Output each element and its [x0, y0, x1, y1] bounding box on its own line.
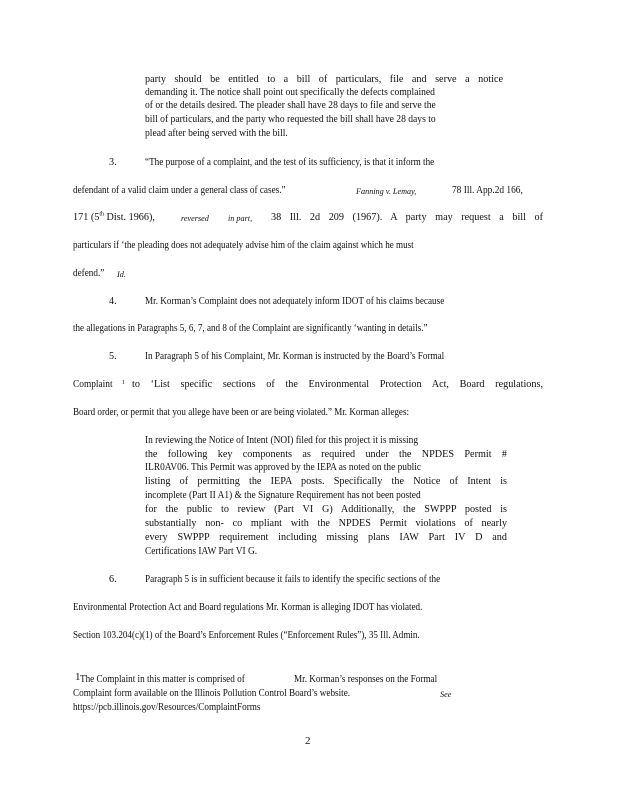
- quote-line: In reviewing the Notice of Intent (NOI) filed for this project it is missing: [145, 435, 419, 446]
- paragraph-number: 5.: [109, 351, 117, 362]
- quote-line: plead after being served with the bill.: [145, 128, 288, 139]
- footnote-text: Mr. Korman’s responses on the Formal: [294, 674, 438, 685]
- paragraph-number: 3.: [109, 157, 117, 168]
- citation-line: [73, 212, 543, 226]
- quote-line: ILR0AV06. This Permit was approved by the IEPA as noted on the public: [145, 462, 422, 473]
- paragraph-line: to ‘List specific sections of the Environmental Protection Act, Board regulations,: [132, 379, 543, 390]
- citation-signal: reversed: [181, 214, 209, 223]
- paragraph-line: Mr. Korman’s Complaint does not adequately inform IDOT of his claims because: [145, 296, 445, 307]
- citation-text: Dist. 1966),: [104, 212, 155, 223]
- paragraph-line: defend.”: [73, 268, 105, 279]
- superscript: th: [99, 211, 104, 218]
- page-number: 2: [305, 735, 311, 747]
- case-citation: Fanning v. Lemay,: [356, 187, 417, 196]
- paragraph-line: defendant of a valid claim under a general class of cases.”: [73, 185, 286, 196]
- citation-text: 171 (5: [73, 212, 100, 223]
- footnote-marker: 1: [75, 671, 81, 683]
- paragraph-line: Environmental Protection Act and Board regulations Mr. Korman is alleging IDOT has violated.: [73, 602, 423, 613]
- footnote-reference: 1: [122, 380, 125, 386]
- quote-line: every SWPPP requirement including missing plans IAW Part IV D and: [145, 532, 507, 543]
- footnote-url: https://pcb.illinois.gov/Resources/ComplaintForms: [73, 702, 261, 713]
- paragraph-line: In Paragraph 5 of his Complaint, Mr. Korman is instructed by the Board’s Formal: [145, 351, 445, 362]
- paragraph-line: Complaint: [73, 379, 113, 390]
- quote-line: of or the details desired. The pleader shall have 28 days to file and serve the: [145, 100, 436, 111]
- citation-text: 38 Ill. 2d 209 (1967). A party may request a bill of: [271, 212, 543, 223]
- paragraph-line: Board order, or permit that you allege have been or are being violated.” Mr. Korman alleges:: [73, 407, 410, 418]
- quote-line: demanding it. The notice shall point out specifically the defects complained: [145, 87, 435, 98]
- footnote-text: The Complaint in this matter is comprised of: [80, 674, 245, 685]
- citation-id: Id.: [117, 270, 126, 279]
- paragraph-line: 78 Ill. App.2d 166,: [452, 185, 523, 196]
- quote-line: substantially non- co mpliant with the NPDES Permit violations of nearly: [145, 518, 507, 529]
- quote-line: party should be entitled to a bill of particulars, file and serve a notice: [145, 74, 503, 85]
- quote-line: bill of particulars, and the party who requested the bill shall have 28 days to: [145, 114, 436, 125]
- paragraph-line: “The purpose of a complaint, and the test of its sufficiency, is that it inform the: [145, 157, 435, 168]
- paragraph-number: 6.: [109, 574, 117, 585]
- quote-line: incomplete (Part II A1) & the Signature Requirement has not been posted: [145, 490, 421, 501]
- quote-line: Certifications IAW Part VI G.: [145, 546, 258, 557]
- footnote-signal: See: [440, 690, 452, 699]
- paragraph-line: Section 103.204(c)(1) of the Board’s Enforcement Rules (“Enforcement Rules”), 35 Ill. Admin.: [73, 630, 420, 641]
- paragraph-line: the allegations in Paragraphs 5, 6, 7, and 8 of the Complaint are significantly ‘wanting in details.”: [73, 323, 428, 334]
- paragraph-number: 4.: [109, 296, 117, 307]
- quote-line: for the public to review (Part VI G) Additionally, the SWPPP posted is: [145, 504, 507, 515]
- footnote-text: Complaint form available on the Illinois Pollution Control Board’s website.: [73, 688, 351, 699]
- citation-signal: in part,: [228, 214, 253, 223]
- quote-line: listing of permitting the IEPA posts. Specifically the Notice of Intent is: [145, 476, 507, 487]
- quote-line: the following key components as required under the NPDES Permit #: [145, 449, 507, 460]
- paragraph-line: particulars if ‘the pleading does not adequately advise him of the claim against which he must: [73, 240, 414, 251]
- paragraph-line: Paragraph 5 is in sufficient because it fails to identify the specific sections of the: [145, 574, 441, 585]
